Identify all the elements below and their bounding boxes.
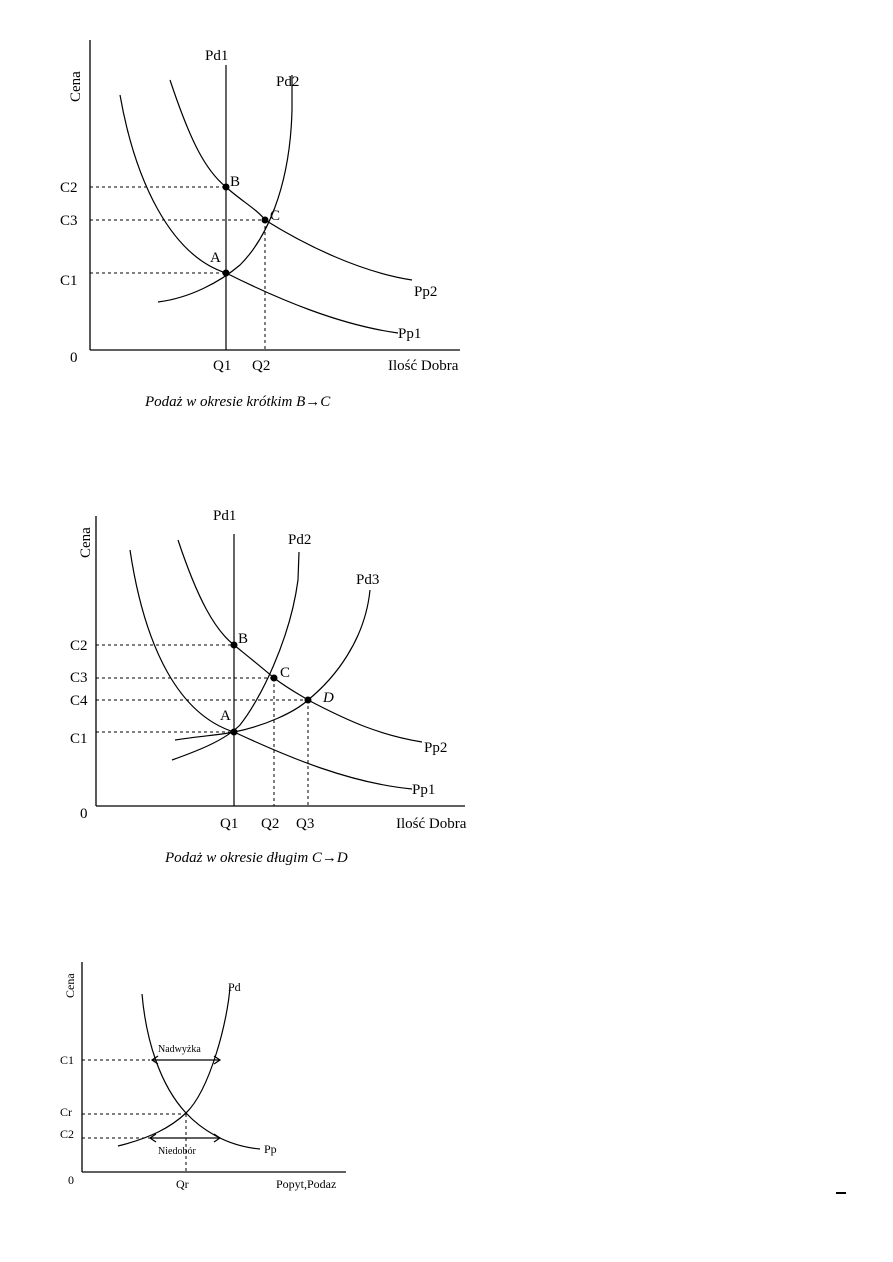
quantity-label-q3: Q3 xyxy=(296,816,315,832)
demand-curve-pd xyxy=(118,986,230,1146)
demand-label-pd3: Pd3 xyxy=(356,572,380,588)
quantity-label-q2: Q2 xyxy=(261,816,280,832)
price-label-c2: C2 xyxy=(60,1127,75,1141)
quantity-label-q1: Q1 xyxy=(220,816,239,832)
point-c xyxy=(271,675,278,682)
point-label-d: D xyxy=(323,690,334,706)
price-label-c1: C1 xyxy=(60,1053,75,1067)
quantity-label-q2: Q2 xyxy=(252,358,271,374)
supply-curve-pp2 xyxy=(178,540,422,742)
point-b xyxy=(231,642,238,649)
demand-label-pd2: Pd2 xyxy=(288,532,312,548)
supply-curve-pp xyxy=(142,994,260,1149)
origin-label: 0 xyxy=(70,350,78,366)
point-a xyxy=(231,729,238,736)
price-label-c3: C3 xyxy=(60,213,78,229)
demand-label-pd: Pd xyxy=(228,980,241,994)
demand-label-pd1: Pd1 xyxy=(213,508,237,524)
figure-equilibrium xyxy=(50,950,380,1200)
shortage-label: Niedobór xyxy=(158,1146,196,1157)
origin-label: 0 xyxy=(80,806,88,822)
price-label-c2: C2 xyxy=(60,180,78,196)
price-label-c2: C2 xyxy=(70,638,88,654)
supply-label-pp1: Pp1 xyxy=(412,782,436,798)
point-label-c: C xyxy=(280,665,291,681)
supply-label-pp2: Pp2 xyxy=(414,284,438,300)
supply-label-pp1: Pp1 xyxy=(398,326,422,342)
y-axis-label: Cena xyxy=(63,973,77,998)
y-axis-label: Cena xyxy=(68,71,84,102)
supply-label-pp: Pp xyxy=(264,1142,277,1156)
caption: Podaż w okresie długim C→D xyxy=(165,850,348,866)
demand-label-pd2: Pd2 xyxy=(276,74,300,90)
x-axis-label: Popyt,Podaz xyxy=(276,1177,337,1191)
x-axis-label: Ilość Dobra xyxy=(396,816,467,832)
point-b xyxy=(223,184,230,191)
demand-label-pd1: Pd1 xyxy=(205,48,229,64)
quantity-label-q1: Q1 xyxy=(213,358,232,374)
surplus-label: Nadwyżka xyxy=(158,1044,201,1055)
x-axis-label: Ilość Dobra xyxy=(388,358,459,374)
origin-label: 0 xyxy=(68,1173,74,1187)
price-label-cr: Cr xyxy=(60,1105,72,1119)
demand-curve-pd3 xyxy=(175,590,370,740)
price-label-c1: C1 xyxy=(70,731,88,747)
point-c xyxy=(262,217,269,224)
supply-label-pp2: Pp2 xyxy=(424,740,448,756)
quantity-label-qr: Qr xyxy=(176,1177,189,1191)
price-label-c1: C1 xyxy=(60,273,78,289)
figure-long-run xyxy=(50,500,510,880)
price-label-c3: C3 xyxy=(70,670,88,686)
point-label-c: C xyxy=(270,208,281,224)
point-d xyxy=(305,697,312,704)
figure-short-run xyxy=(40,40,500,420)
figure-short-run-svg xyxy=(40,40,500,420)
caption: Podaż w okresie krótkim B→C xyxy=(145,394,331,410)
point-label-b: B xyxy=(238,631,249,647)
supply-curve-pp2 xyxy=(170,80,412,280)
point-label-b: B xyxy=(230,174,241,190)
price-label-c4: C4 xyxy=(70,693,88,709)
figure-equilibrium-svg xyxy=(50,950,380,1200)
figure-long-run-svg xyxy=(50,500,510,880)
point-a xyxy=(223,270,230,277)
point-label-a: A xyxy=(220,708,231,724)
page-mark xyxy=(836,1192,846,1194)
demand-curve-pd2 xyxy=(172,552,299,760)
y-axis-label: Cena xyxy=(78,527,94,558)
point-label-a: A xyxy=(210,250,221,266)
